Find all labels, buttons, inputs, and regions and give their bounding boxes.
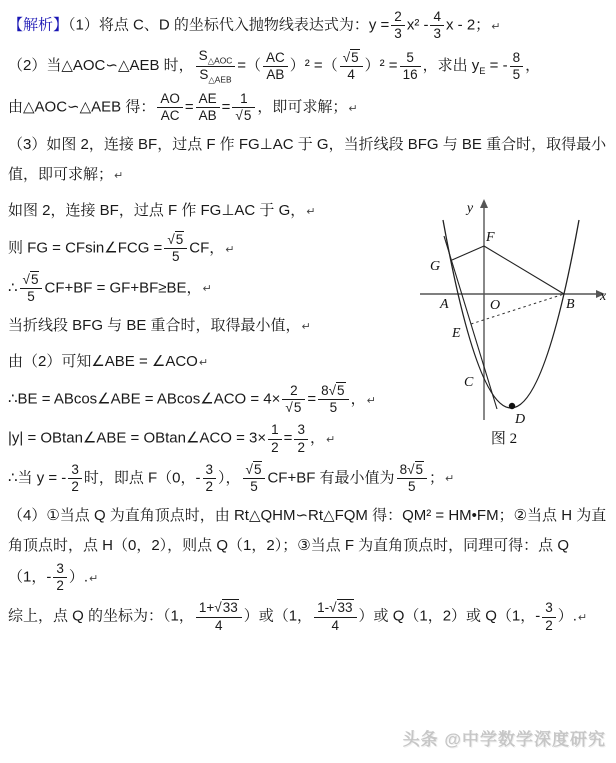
solution-paragraph: ∴ $\frac{√5}{5}$ CF+BF = GF+BF≥BE，↵ xyxy=(8,271,212,304)
solution-document xyxy=(8,9,610,634)
solution-paragraph: |y| = OBtan∠ABE = OBtan∠ACO = 3× $\frac{1}{2}$ = $\frac{3}{2}$ ，↵ xyxy=(8,422,336,455)
solution-paragraph: ∴BE = ABcos∠ABE = ABcos∠ACO = 4× $\frac{2}{√5}$ = $\frac{8√5}{5}$ ，↵ xyxy=(8,382,376,416)
solution-paragraph: （4）①当点 Q 为直角顶点时，由 Rt△QHM∽Rt△FQM 得：QM² = HM•FM；②当点 H 为直角顶点时，点 H（0，2），则点 Q（1，2）；③当点 F 为直角顶点时，同理可得：点 Q（1，- $\frac{3}{2}$ ）.↵ xyxy=(8,507,607,594)
return-mark-icon: ↵ xyxy=(366,394,376,407)
label-point-d: D xyxy=(515,412,526,428)
return-mark-icon: ↵ xyxy=(225,243,235,256)
fraction: $\frac{1-√33}{4}$ xyxy=(314,600,356,633)
return-mark-icon: ↵ xyxy=(491,20,501,33)
fraction: $\frac{3}{2}$ xyxy=(203,462,217,495)
fraction: $\frac{AE}{AB}$ xyxy=(196,91,220,124)
fraction: $\frac{1+√33}{4}$ xyxy=(196,600,242,633)
fraction: $\frac{S_{\triangle AOC}}{S_{\triangle AEB}}$ xyxy=(196,48,236,84)
solution-paragraph: （3）如图 2，连接 BF，过点 F 作 FG⊥AC 于 G，当折线段 BFG 与 BE 重合时，取得最小值，即可求解；↵ xyxy=(8,136,607,184)
fraction: $\frac{3}{2}$ xyxy=(68,462,82,495)
fraction: $\frac{AO}{AC}$ xyxy=(157,91,183,124)
return-mark-icon: ↵ xyxy=(202,283,212,296)
sqrt-radical: √5 xyxy=(22,271,39,287)
return-mark-icon: ↵ xyxy=(445,473,455,486)
fraction: $\frac{3}{2}$ xyxy=(542,600,556,633)
label-point-e: E xyxy=(452,326,461,342)
fraction: $\frac{4}{3}$ xyxy=(430,9,444,42)
return-mark-icon: ↵ xyxy=(89,572,99,585)
fraction: $\frac{2}{3}$ xyxy=(391,9,405,42)
segment-fg xyxy=(452,246,484,260)
return-mark-icon: ↵ xyxy=(348,102,358,115)
sqrt-radical: √5 xyxy=(245,461,262,477)
return-mark-icon: ↵ xyxy=(577,612,588,625)
solution-part1 xyxy=(8,9,610,190)
return-mark-icon: ↵ xyxy=(306,206,316,219)
fraction: $\frac{1}{2}$ xyxy=(268,422,282,455)
label-point-g: G xyxy=(430,259,441,275)
return-mark-icon: ↵ xyxy=(114,170,124,183)
solution-paragraph: 由△AOC∽△AEB 得： $\frac{AO}{AC}$ = $\frac{AE}{AB}$ = $\frac{1}{√5}$ ，即可求解；↵ xyxy=(8,90,358,124)
dashed-segment-eb xyxy=(471,294,564,324)
fraction: $\frac{8}{5}$ xyxy=(510,50,524,83)
return-mark-icon: ↵ xyxy=(198,356,209,369)
fraction: $\frac{5}{16}$ xyxy=(400,50,421,83)
solution-paragraph: 则 FG = CFsin∠FCG = $\frac{√5}{5}$ CF，↵ xyxy=(8,232,235,265)
sqrt-radical: √5 xyxy=(407,461,424,477)
solution-paragraph: 【解析】（1）将点 C、D 的坐标代入抛物线表达式为：y = $\frac{2}{3}$ x² - $\frac{4}{3}$ x - 2；↵ xyxy=(8,9,501,42)
label-point-f: F xyxy=(486,230,495,246)
sqrt-radical: √5 xyxy=(285,400,302,416)
sqrt-radical: √5 xyxy=(328,382,345,398)
watermark: 头条 @中学数学深度研究 xyxy=(402,730,606,749)
label-y-axis: y xyxy=(466,201,474,217)
figure-2-canvas xyxy=(418,196,610,448)
fraction: $\frac{√5}{5}$ xyxy=(164,232,187,265)
fraction: $\frac{√5}{5}$ xyxy=(20,272,43,305)
sqrt-radical: √33 xyxy=(214,600,238,616)
segment-fb xyxy=(484,246,564,294)
solution-paragraph: 综上，点 Q 的坐标为：（1， $\frac{1+√33}{4}$ ）或（1， $\frac{1-√33}{4}$ ）或 Q（1，2）或 Q（1，- $\frac{3}{2}$ ）.↵ xyxy=(8,600,588,633)
label-point-c: C xyxy=(464,375,474,391)
sqrt-radical: √5 xyxy=(235,108,252,124)
y-axis-arrow-icon xyxy=(480,199,488,208)
return-mark-icon: ↵ xyxy=(325,434,336,446)
label-x-axis: x xyxy=(600,289,607,305)
fraction: $\frac{3}{2}$ xyxy=(294,422,308,455)
fraction: $\frac{3}{2}$ xyxy=(53,561,67,594)
fraction: $\frac{√5}{5}$ xyxy=(243,462,266,495)
solution-paragraph: （2）当△AOC∽△AEB 时， $\frac{S_{\triangle AOC}}{S_{\triangle AEB}}$ =（ $\frac{AC}{AB}$ ）² =（ $\frac{√5}{4}$ ）² = $\frac{5}{16}$ ，求出 $y_E$ = - $\frac{8}{5}$ ， xyxy=(8,48,541,85)
solution-paragraph: 如图 2，连接 BF，过点 F 作 FG⊥AC 于 G，↵ xyxy=(8,202,316,220)
sqrt-radical: √33 xyxy=(329,600,353,616)
fraction: $\frac{1}{√5}$ xyxy=(232,91,255,124)
fraction: $\frac{√5}{4}$ xyxy=(340,50,363,83)
solution-paragraph: ∴当 y = - $\frac{3}{2}$ 时，即点 F（0，- $\frac{3}{2}$ ）， $\frac{√5}{5}$ CF+BF 有最小值为 $\frac{8√5}{5}$ ；↵ xyxy=(8,461,455,494)
analysis-tag: 【解析】 xyxy=(8,16,69,34)
label-point-b: B xyxy=(566,297,575,313)
return-mark-icon: ↵ xyxy=(301,320,311,333)
label-point-a: A xyxy=(440,297,449,313)
fraction: $\frac{8√5}{5}$ xyxy=(318,383,348,416)
figure-caption: 图 2 xyxy=(490,431,518,448)
sqrt-radical: √5 xyxy=(167,232,184,248)
figure-2 xyxy=(418,196,610,459)
sqrt-radical: √5 xyxy=(342,49,359,65)
label-origin: O xyxy=(490,298,501,314)
fraction: $\frac{2}{√5}$ xyxy=(282,383,305,416)
fraction: $\frac{8√5}{5}$ xyxy=(397,462,427,495)
solution-paragraph: 由（2）可知∠ABE = ∠ACO↵ xyxy=(8,352,209,370)
solution-paragraph: 当折线段 BFG 与 BE 重合时，取得最小值，↵ xyxy=(8,316,311,334)
point-d-dot xyxy=(509,403,515,409)
fraction: $\frac{AC}{AB}$ xyxy=(263,50,288,83)
